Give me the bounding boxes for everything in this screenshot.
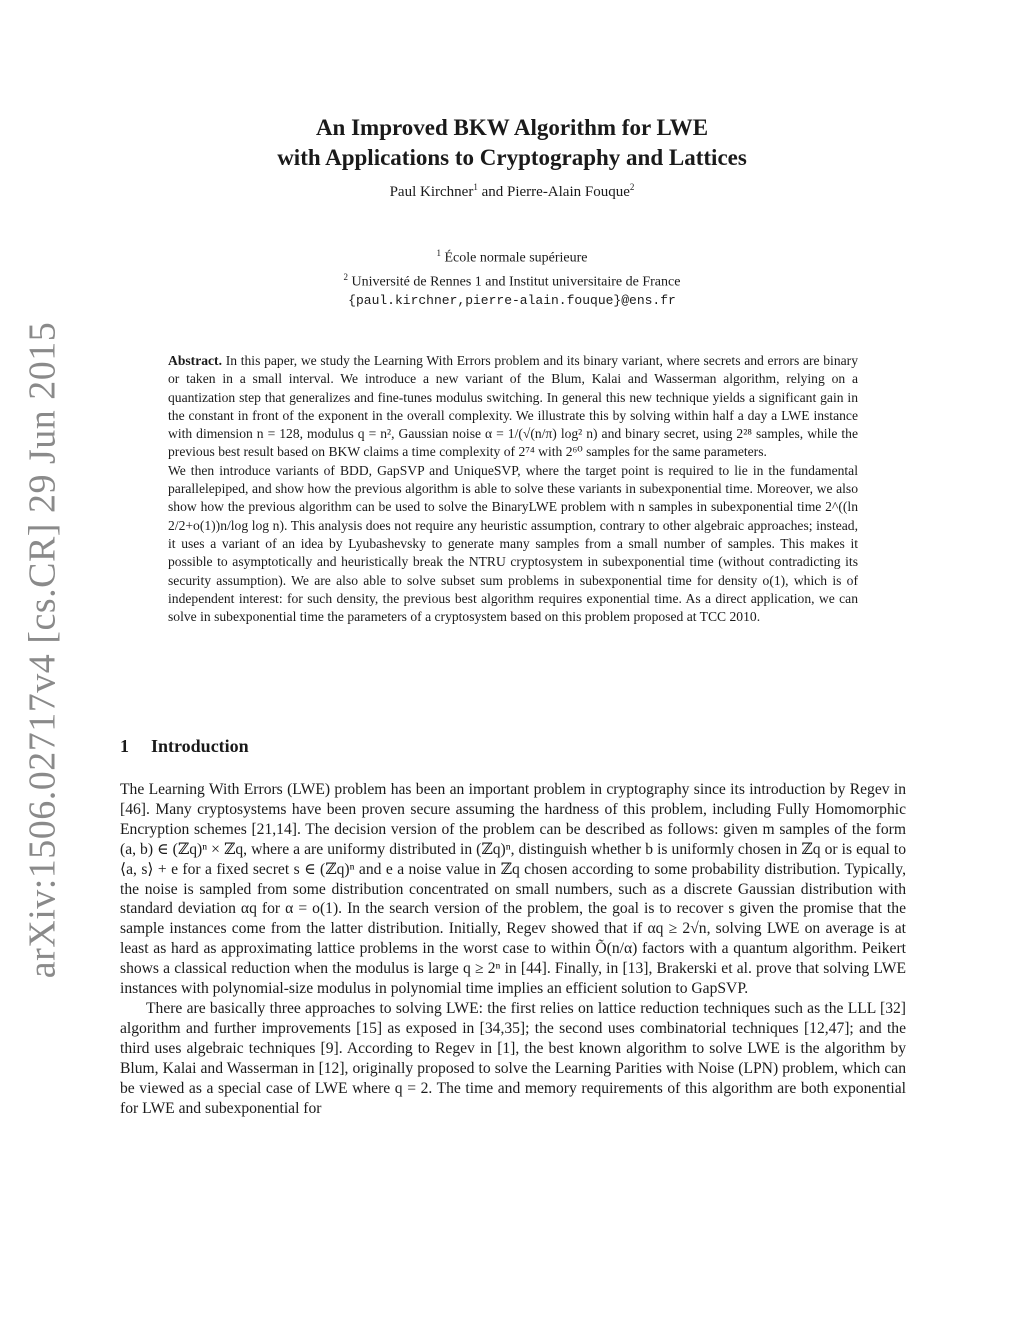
affiliations [0,244,1024,310]
abstract-label: Abstract. [168,353,222,368]
affiliation-2: Université de Rennes 1 and Institut universitaire de France [351,274,681,290]
author-1: Paul Kirchner [389,184,474,200]
author-2: Pierre-Alain Fouque [507,184,630,200]
author-and: and [477,184,507,200]
title-line-1: An Improved BKW Algorithm for LWE [315,115,709,140]
introduction-body [120,780,906,1118]
affiliation-1-sup: 1 [436,248,441,258]
section-number: 1 [120,736,129,756]
abstract-paragraph-2: We then introduce variants of BDD, GapSVP and UniqueSVP, where the target point is required to lie in the fundamental parallelepiped, and show how the previous algorithm is able to solve these variants in subexponential time. Moreover, we also show how the previous algorithm can be used to solve the BinaryLWE problem with n samples in subexponential time 2^((ln 2/2+o(1))n/log log n). This analysis does not require any heuristic assumption, contrary to other algebraic approaches; instead, it uses a variant of an idea by Lyubashevsky to generate many samples from a small number of samples. This makes it possible to asymptotically and heuristically break the NTRU cryptosystem in subexponential time (without contradicting its security assumption). We are also able to solve subset sum problems in subexponential time for density o(1), which is of independent interest: for such density, the previous best algorithm requires exponential time. As a direct application, we can solve in subexponential time the parameters of a cryptosystem based on this problem proposed at TCC 2010. [168,462,858,625]
abstract [168,352,858,626]
arxiv-stamp [21,321,63,979]
title-line-2: with Applications to Cryptography and Lattices [277,145,747,170]
intro-paragraph-2: There are basically three approaches to solving LWE: the first relies on lattice reduction techniques such as the LLL [32] algorithm and further improvements [15] as exposed in [34,35]; the second uses combinatorial techniques [12,47]; and the third uses algebraic techniques [9]. According to Regev in [1], the best known algorithm to solve LWE is the algorithm by Blum, Kalai and Wasserman in [12], originally proposed to solve the Learning Parities with Noise (LPN) problem, which can be viewed as a special case of LWE where q = 2. The time and memory requirements of this algorithm are both exponential for LWE and subexponential for [120,999,906,1117]
abstract-paragraph-1 [168,352,858,462]
abstract-text-1: In this paper, we study the Learning With Errors problem and its binary variant, where secrets and errors are binary or taken in a small interval. We introduce a new variant of the Blum, Kalai and Wasserman algorithm, relying on a quantization step that generalizes and fine-tunes modulus switching. In general this new technique yields a significant gain in the constant in front of the exponent in the overall complexity. We illustrate this by solving within half a day a LWE instance with dimension n = 128, modulus q = n², Gaussian noise α = 1/(√(n/π) log² n) and binary secret, using 2²⁸ samples, while the previous best result based on BKW claims a time complexity of 2⁷⁴ with 2⁶⁰ samples for the same parameters. [168,353,858,460]
section-title: Introduction [151,736,249,756]
affiliation-1: École normale supérieure [444,250,588,266]
affiliation-2-sup: 2 [343,271,349,282]
author-list [0,182,1024,201]
section-heading [120,736,906,757]
author-1-sup: 1 [473,182,478,192]
author-emails: {paul.kirchner,pierre-alain.fouque}@ens.fr [348,293,676,309]
author-2-sup: 2 [629,182,635,192]
paper-title [0,113,1024,173]
intro-paragraph-1: The Learning With Errors (LWE) problem has been an important problem in cryptography since its introduction by Regev in [46]. Many cryptosystems have been proven secure assuming the hardness of this problem, including Fully Homomorphic Encryption schemes [21,14]. The decision version of the problem can be described as follows: given m samples of the form (a, b) ∈ (ℤq)ⁿ × ℤq, where a are uniformy distributed in (ℤq)ⁿ, distinguish whether b is uniformly chosen in ℤq or is equal to ⟨a, s⟩ + e for a fixed secret s ∈ (ℤq)ⁿ and e a noise value in ℤq chosen according to some probability distribution. Typically, the noise is sampled from some distribution concentrated on small numbers, such as a discrete Gaussian distribution with standard deviation αq for α = o(1). In the search version of the problem, the goal is to recover s given the promise that the sample instances come from the latter distribution. Initially, Regev showed that if αq ≥ 2√n, solving LWE on average is at least as hard as approximating lattice problems in the worst case to within Õ(n/α) factors with a quantum algorithm. Peikert shows a classical reduction when the modulus is large q ≥ 2ⁿ in [44]. Finally, in [13], Brakerski et al. prove that solving LWE instances with polynomial-size modulus in polynomial time implies an efficient solution to GapSVP. [120,781,906,998]
arxiv-stamp-text: arXiv:1506.02717v4 [cs.CR] 29 Jun 2015 [21,321,63,979]
